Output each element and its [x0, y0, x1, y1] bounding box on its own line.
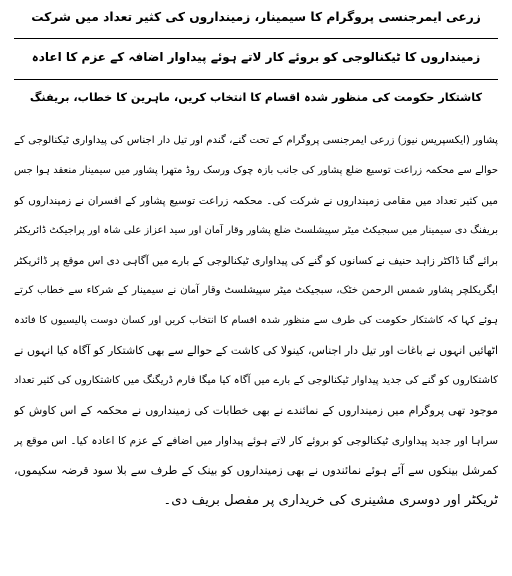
article-line: سراہا اور جدید پیداواری ٹیکنالوجی کو بروئے کار لاتے ہوئے پیداوار میں اضافے کے عزم کا اعادہ کیا۔ اس موقع پر [14, 435, 498, 447]
article-line: کمرشل بینکوں سے آئے ہوئے نمائندوں نے بھی زمینداروں کو بینک کے طرف سے بلا سود قرضہ سکیموں، [14, 464, 498, 477]
article-body [14, 126, 498, 516]
headline-divider-2 [14, 79, 498, 80]
headline-2: زمینداروں کا ٹیکنالوجی کو بروئے کار لاتے ہوئے پیداوار اضافہ کے عزم کا اعادہ [31, 50, 481, 64]
headline-1: زرعی ایمرجنسی پروگرام کا سیمینار، زمینداروں کی کثیر تعداد میں شرکت [31, 10, 481, 24]
article-line: پشاور (ایکسپریس نیوز) زرعی ایمرجنسی پروگرام کے تحت گنے، گندم اور تیل دار اجناس کی پیداواری ٹیکنالوجی کے [14, 135, 498, 146]
headline-3: کاشتکار حکومت کی منظور شدہ اقسام کا انتخاب کریں، ماہرین کا خطاب، بریفنگ [29, 91, 482, 104]
article-line: ٹریکٹر اور دوسری مشینری کی خریداری پر مفصل بریف دی۔ [163, 493, 498, 508]
article-line: حوالے سے محکمہ زراعت توسیع ضلع پشاور کی جانب بازہ چوک ورسک روڈ متھرا پشاور میں سیمینار منعقد ہوا جس [14, 165, 498, 176]
article-line: بریفنگ دی سیمینار میں سبجیکٹ میٹر سپیشلسٹ ضلع پشاور وقار آمان اور سید اعزاز علی شاہ اور پراجیکٹ ڈائریکٹر [14, 225, 498, 236]
article-line: موجود تھی پروگرام میں زمینداروں کے نمائندے نے بھی خطابات کی زمینداروں نے محکمہ کے اس کاوش کو [14, 404, 498, 417]
article-line: کاشتکاروں کو گنے کی جدید پیداوار ٹیکنالوجی کے بارے میں آگاہ کیا میگا فارم ڈریگنگ میں کاشتکاروں کی کثیر تعداد [14, 375, 498, 386]
article-line: میں کثیر تعداد میں مقامی زمینداروں نے شرکت کی۔ محکمہ زراعت توسیع پشاور کے افسران نے زمینداروں کو [14, 195, 498, 207]
article-line: اٹھائیں انہوں نے باغات اور تیل دار اجناس، کینولا کی کاشت کے حوالے سے بھی کاشتکار کو آگاہ کیا انہوں نے [14, 344, 498, 357]
article-line: ہوئے کہا کہ کاشتکار حکومت کی طرف سے منظور شدہ اقسام کا انتخاب کریں اور کسان دوست پالیسیوں کا فائدہ [14, 315, 498, 326]
article-line: ایگریکلچر پشاور شمس الرحمن خٹک، سبجیکٹ میٹر سپیشلسٹ وقار آمان نے سیمینار کے شرکاء سے خطاب کرتے [14, 285, 498, 296]
article-line: برائے گنا ڈاکٹر زاہد حنیف نے کسانوں کو گنے کی پیداواری ٹیکنالوجی کے بارے میں آگاہی دی اس موقع پر ڈائریکٹر [14, 255, 498, 267]
headline-divider-1 [14, 38, 498, 39]
